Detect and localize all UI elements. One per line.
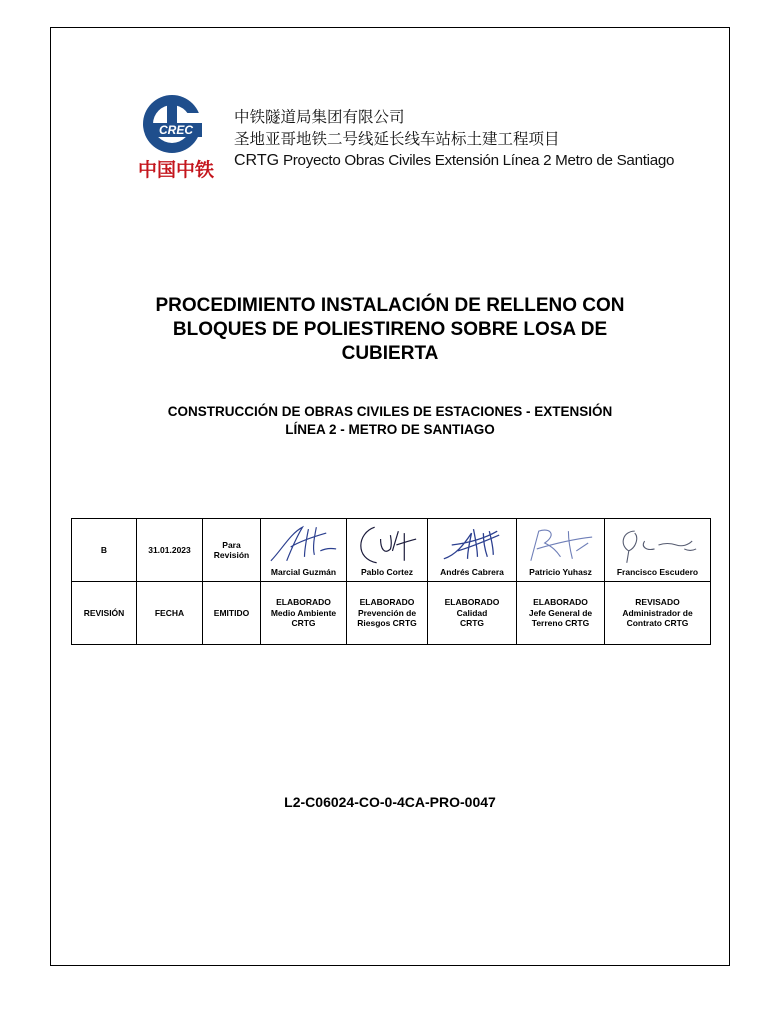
role-cell xyxy=(261,582,347,645)
title-line-1: PROCEDIMIENTO INSTALACIÓN DE RELLENO CON xyxy=(155,295,625,316)
date-header: FECHA xyxy=(137,582,203,645)
company-name-chinese: 中铁隧道局集团有限公司 xyxy=(234,108,405,126)
document-title xyxy=(110,294,670,366)
signature-cell xyxy=(347,519,428,582)
signature-cell xyxy=(428,519,517,582)
role-line: Administrador de xyxy=(622,607,693,618)
signatory-name: Patricio Yuhasz xyxy=(529,567,592,577)
document-subtitle xyxy=(110,403,670,439)
signatory-name: Marcial Guzmán xyxy=(270,567,337,577)
signature-image xyxy=(347,521,427,565)
project-name-chinese: 圣地亚哥地铁二号线延长线车站标土建工程项目 xyxy=(234,130,560,148)
role-cell xyxy=(517,582,605,645)
signature-cell xyxy=(261,519,347,582)
signatory-name: Pablo Cortez xyxy=(361,567,413,577)
role-line: Calidad xyxy=(456,607,488,618)
title-line-3: CUBIERTA xyxy=(341,343,439,364)
date-value: 31.01.2023 xyxy=(137,519,203,582)
role-cell xyxy=(605,582,711,645)
role-cell xyxy=(347,582,428,645)
project-name-rest: Proyecto Obras Civiles Extensión Línea 2 Metro de Santiago xyxy=(279,152,675,169)
role-line: Prevención de xyxy=(357,607,417,618)
crec-logo-mark-text: CREC xyxy=(158,123,194,137)
role-line: CRTG xyxy=(459,618,485,629)
signature-image xyxy=(517,521,604,565)
project-prefix: CRTG xyxy=(234,152,280,169)
issued-value-line-2: Revisión xyxy=(213,550,250,560)
revision-value: B xyxy=(72,519,137,582)
revision-header-row xyxy=(72,582,711,645)
role-cell xyxy=(428,582,517,645)
role-line: ELABORADO xyxy=(533,597,588,608)
signature-image xyxy=(261,521,346,565)
role-line: ELABORADO xyxy=(444,597,500,608)
title-line-2: BLOQUES DE POLIESTIRENO SOBRE LOSA DE xyxy=(172,319,608,340)
signatory-name: Francisco Escudero xyxy=(616,567,699,577)
signature-image xyxy=(605,521,710,565)
role-line: REVISADO xyxy=(635,597,680,608)
revision-data-row xyxy=(72,519,711,582)
crec-logo xyxy=(130,93,222,183)
issued-header: EMITIDO xyxy=(203,582,261,645)
issued-value xyxy=(203,519,261,582)
signatory-name: Andrés Cabrera xyxy=(440,567,504,577)
role-line: Terreno CRTG xyxy=(531,618,590,629)
signature-image xyxy=(428,521,516,565)
role-line: ELABORADO xyxy=(276,597,331,608)
company-header xyxy=(234,106,704,172)
role-line: CRTG xyxy=(291,618,316,629)
role-line: Riesgos CRTG xyxy=(357,618,417,629)
signature-cell xyxy=(517,519,605,582)
revision-table xyxy=(71,518,711,645)
role-line: Medio Ambiente xyxy=(270,607,337,618)
crec-logo-mark xyxy=(138,93,214,155)
role-line: Jefe General de xyxy=(528,607,593,618)
logo-chinese-text: 中国中铁 xyxy=(137,159,214,181)
role-line: ELABORADO xyxy=(359,597,415,608)
issued-value-line-1: Para xyxy=(222,540,241,550)
revision-header: REVISIÓN xyxy=(72,582,137,645)
document-code: L2-C06024-CO-0-4CA-PRO-0047 xyxy=(284,794,496,810)
project-name-spanish xyxy=(234,150,704,172)
role-line: Contrato CRTG xyxy=(626,618,689,629)
signature-cell xyxy=(605,519,711,582)
subtitle-line-2: LÍNEA 2 - METRO DE SANTIAGO xyxy=(285,422,495,437)
subtitle-line-1: CONSTRUCCIÓN DE OBRAS CIVILES DE ESTACIONES - EXTENSIÓN xyxy=(167,404,613,419)
